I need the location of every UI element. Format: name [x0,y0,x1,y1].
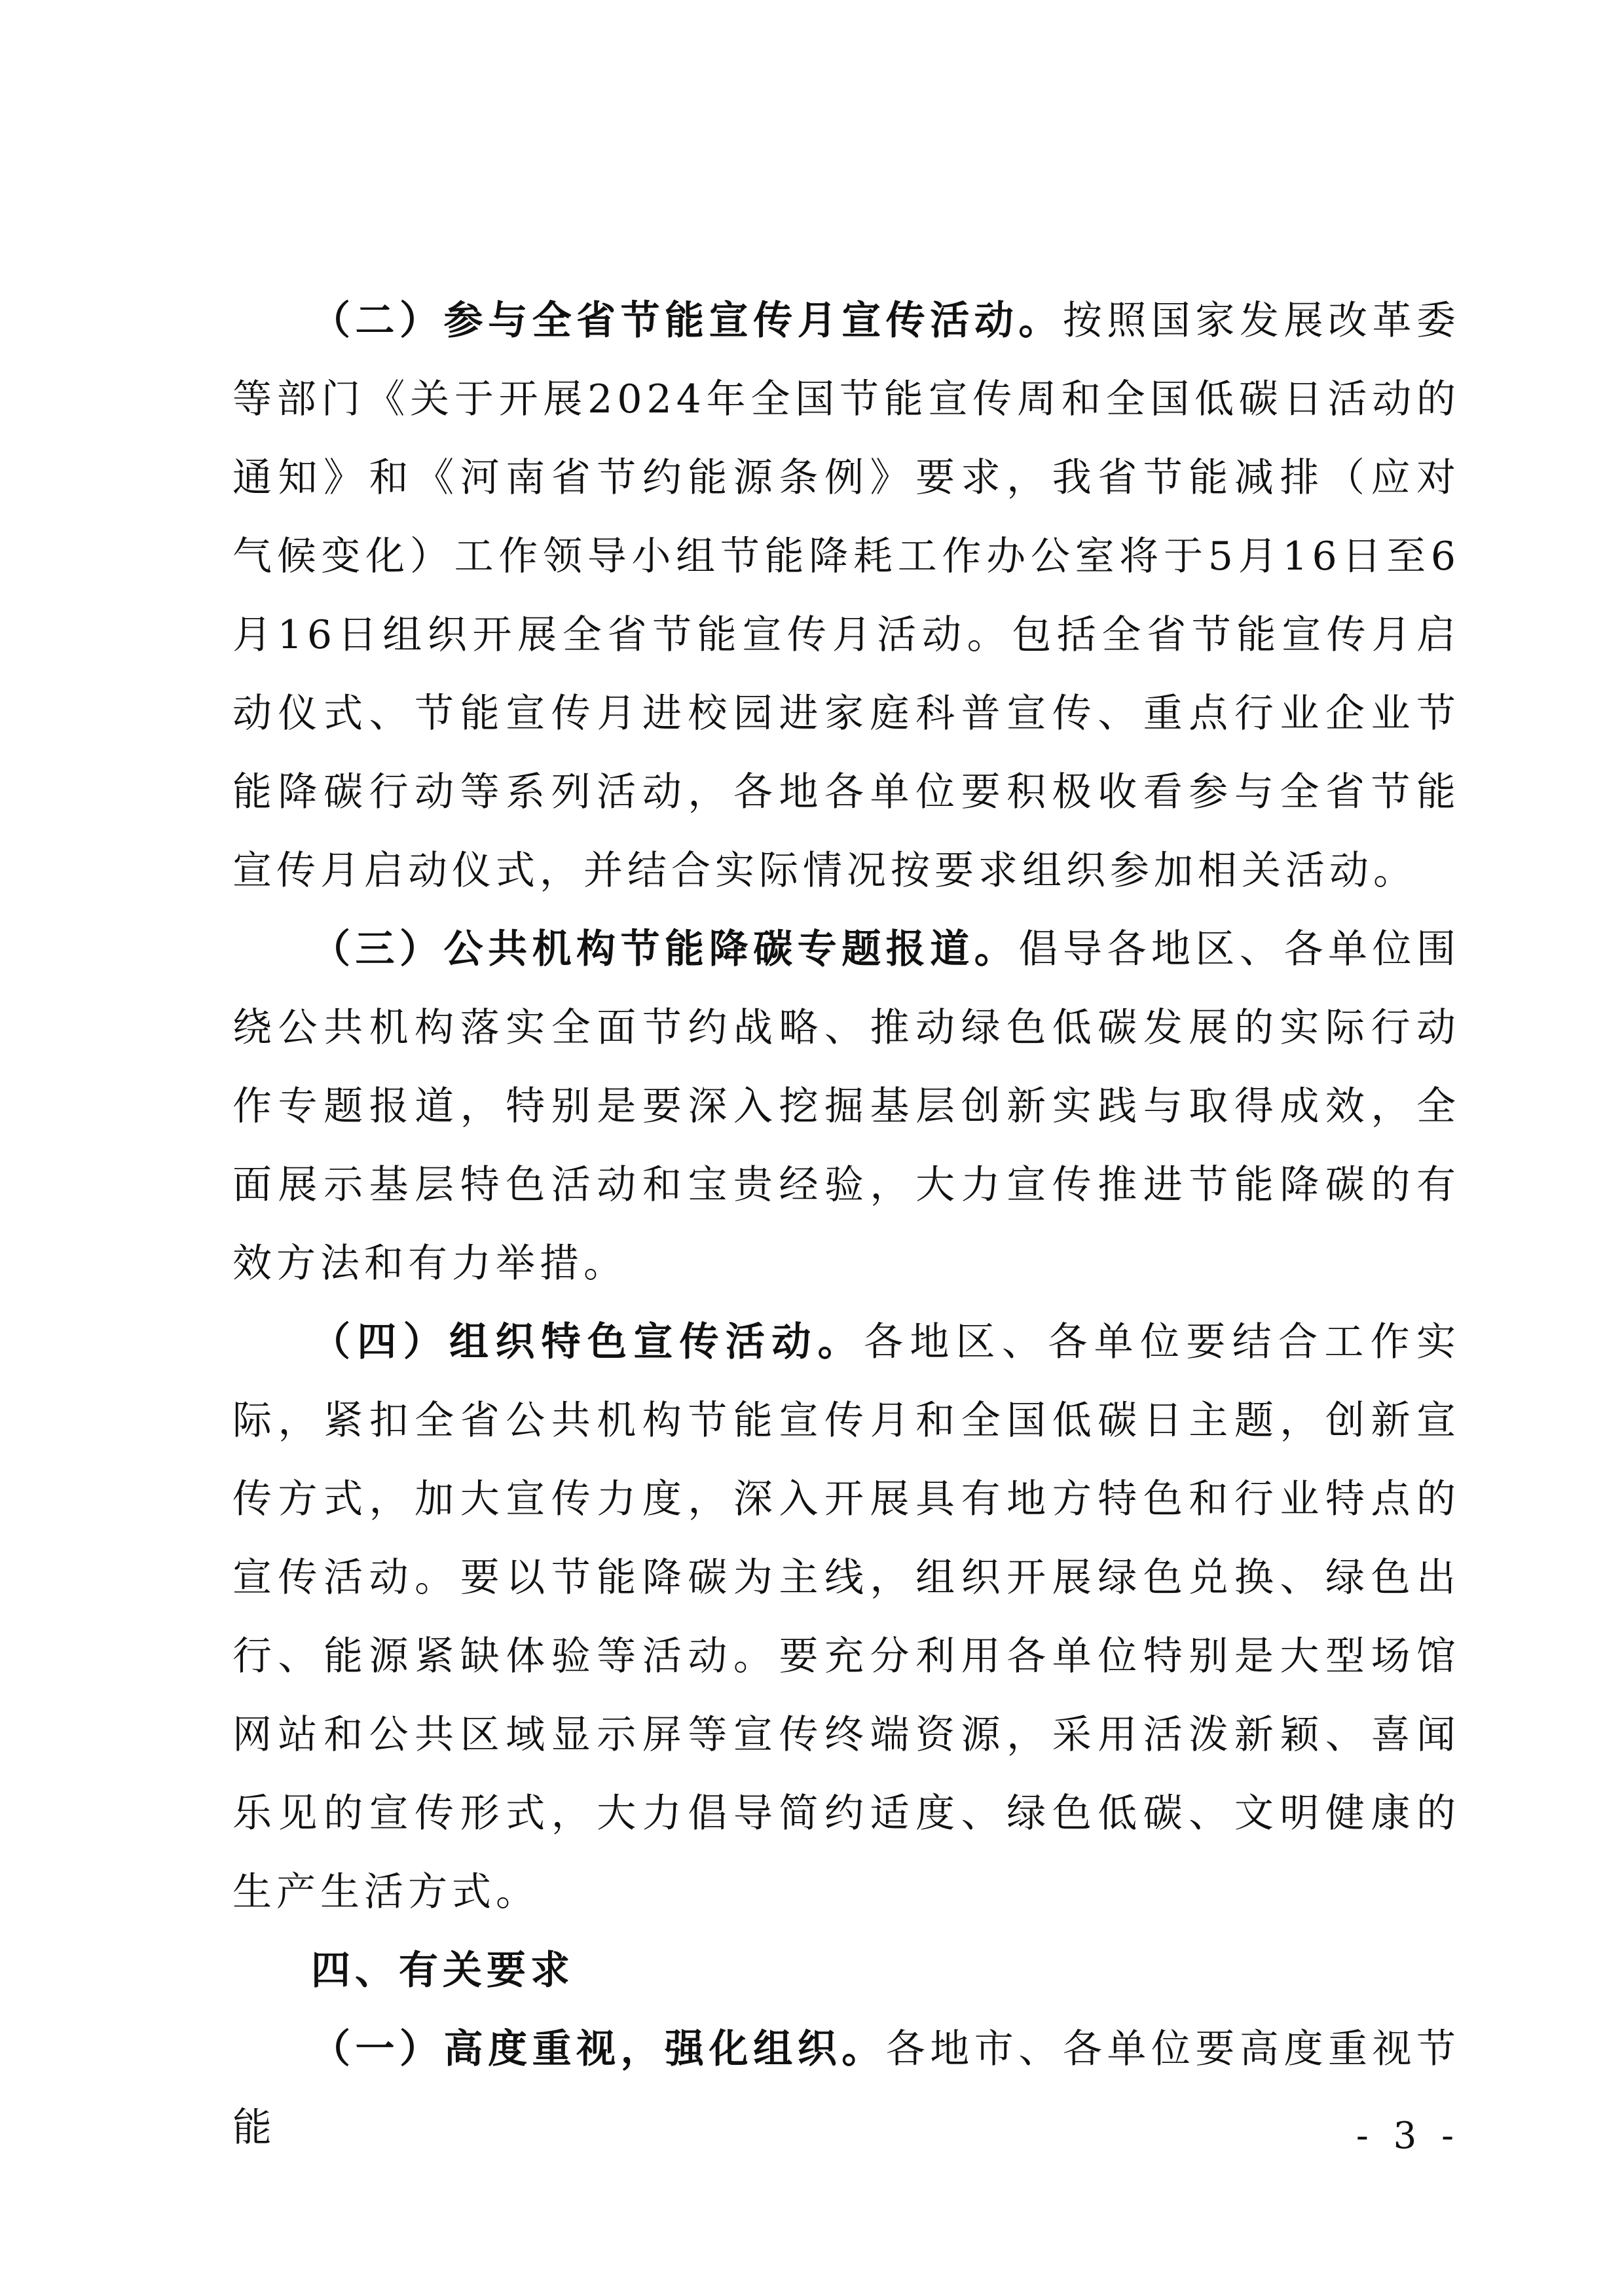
paragraph-text: 倡导各地区、各单位围绕公共机构落实全面节约战略、推动绿色低碳发展的实际行动作专题报道，特别是要深入挖掘基层创新实践与取得成效，全面展示基层特色活动和宝贵经验，大力宣传推进节能降碳的有效方法和有力举措。 [232,926,1461,1286]
paragraph-publicity-month [232,282,1460,910]
paragraph-lead: （二）参与全省节能宣传月宣传活动。 [311,298,1063,344]
paragraph-text: 按照国家发展改革委等部门《关于开展2024年全国节能宣传周和全国低碳日活动的通知》和《河南省节约能源条例》要求，我省节能减排（应对气候变化）工作领导小组节能降耗工作办公室将于5月16日至6月16日组织开展全省节能宣传月活动。包括全省节能宣传月启动仪式、节能宣传月进校园进家庭科普宣传、重点行业企业节能降碳行动等系列活动，各地各单位要积极收看参与全省节能宣传月启动仪式，并结合实际情况按要求组织参加相关活动。 [232,298,1461,894]
paragraph-lead: （三）公共机构节能降碳专题报道。 [311,926,1019,972]
paragraph-featured-activities [232,1303,1460,1931]
paragraph-lead: （四）组织特色宣传活动。 [311,1319,864,1365]
paragraph-lead: （一）高度重视，强化组织。 [311,2026,886,2072]
page-number: - 3 - [1356,2115,1460,2157]
paragraph-text: 各地市、各单位要高度重视节能 [232,2026,1461,2151]
document-body [232,282,1460,2167]
paragraph-requirements [232,2010,1460,2167]
section-heading: 四、有关要求 [311,1948,574,1994]
paragraph-special-report [232,910,1460,1303]
paragraph-text: 各地区、各单位要结合工作实际，紧扣全省公共机构节能宣传月和全国低碳日主题，创新宣传方式，加大宣传力度，深入开展具有地方特色和行业特点的宣传活动。要以节能降碳为主线，组织开展绿色兑换、绿色出行、能源紧缺体验等活动。要充分利用各单位特别是大型场馆网站和公共区域显示屏等宣传终端资源，采用活泼新颖、喜闻乐见的宣传形式，大力倡导简约适度、绿色低碳、文明健康的生产生活方式。 [232,1319,1460,1915]
